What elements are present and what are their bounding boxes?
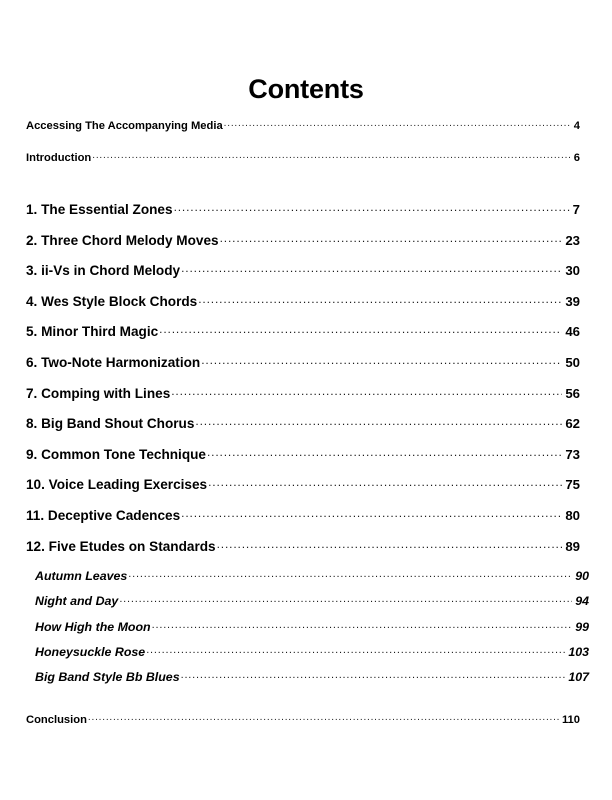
toc-entry-page-number: 50 (565, 354, 580, 370)
toc-entry-page-number: 73 (565, 446, 580, 462)
dot-leader (152, 618, 573, 630)
dot-leader (174, 200, 570, 214)
toc-entry-chapter-5[interactable] (26, 323, 580, 340)
toc-entry-label: Conclusion (26, 713, 87, 726)
toc-entry-page-number: 56 (565, 385, 580, 401)
toc-entry-label: 7. Comping with Lines (26, 385, 171, 401)
toc-entry-label: 1. The Essential Zones (26, 201, 173, 217)
dot-leader (88, 711, 559, 722)
toc-entry-page-number: 89 (565, 538, 580, 554)
toc-entry-chapter-9[interactable] (26, 445, 580, 462)
toc-entry-label: 11. Deceptive Cadences (26, 507, 181, 523)
toc-entry-conclusion[interactable] (26, 711, 580, 725)
dot-leader (181, 506, 562, 520)
toc-entry-page-number: 7 (572, 201, 580, 217)
table-of-contents (26, 118, 589, 744)
toc-entry-etude-honeysuckle-rose[interactable] (26, 644, 589, 659)
toc-entry-introduction[interactable] (26, 150, 580, 164)
toc-entry-page-number: 62 (565, 416, 580, 432)
page-title: Contents (248, 74, 364, 105)
toc-entry-label: Honeysuckle Rose (35, 645, 146, 660)
toc-entry-label: 9. Common Tone Technique (26, 446, 206, 462)
dot-leader (224, 118, 571, 129)
dot-leader (92, 150, 571, 161)
toc-entry-label: Introduction (26, 152, 92, 165)
toc-entry-page-number: 30 (565, 263, 580, 279)
toc-entry-chapter-12[interactable] (26, 537, 580, 554)
toc-section-front-matter (26, 118, 580, 164)
toc-entry-label: 10. Voice Leading Exercises (26, 477, 208, 493)
toc-entry-page-number: 39 (565, 293, 580, 309)
toc-entry-page-number: 110 (561, 713, 580, 726)
toc-entry-chapter-3[interactable] (26, 262, 580, 279)
toc-entry-page-number: 6 (573, 152, 580, 165)
toc-entry-label: 6. Two-Note Harmonization (26, 354, 201, 370)
toc-entry-label: How High the Moon (35, 619, 151, 634)
toc-entry-label: 2. Three Chord Melody Moves (26, 232, 219, 248)
dot-leader (198, 292, 562, 306)
dot-leader (119, 593, 572, 605)
toc-entry-etude-night-and-day[interactable] (26, 593, 589, 608)
toc-entry-chapter-8[interactable] (26, 415, 580, 432)
toc-entry-label: 5. Minor Third Magic (26, 324, 159, 340)
toc-entry-page-number: 99 (575, 619, 589, 634)
toc-entry-chapter-11[interactable] (26, 506, 580, 523)
toc-entry-page-number: 94 (575, 594, 589, 609)
dot-leader (181, 262, 562, 276)
toc-entry-chapter-7[interactable] (26, 384, 580, 401)
toc-entry-chapter-10[interactable] (26, 476, 580, 493)
toc-section-chapters (26, 200, 580, 553)
toc-entry-label: 12. Five Etudes on Standards (26, 538, 216, 554)
dot-leader (146, 644, 565, 656)
toc-entry-page-number: 107 (568, 670, 589, 685)
toc-entry-page-number: 75 (565, 477, 580, 493)
toc-entry-label: 8. Big Band Shout Chorus (26, 416, 195, 432)
toc-entry-page-number: 103 (568, 645, 589, 660)
toc-entry-page-number: 90 (575, 568, 589, 583)
toc-entry-chapter-6[interactable] (26, 353, 580, 370)
dot-leader (220, 231, 563, 245)
toc-entry-chapter-1[interactable] (26, 200, 580, 217)
toc-entry-page-number: 4 (573, 120, 580, 133)
dot-leader (217, 537, 563, 551)
dot-leader (181, 669, 566, 681)
toc-entry-label: Night and Day (35, 594, 119, 609)
toc-entry-page-number: 80 (565, 507, 580, 523)
dot-leader (195, 415, 562, 429)
toc-entry-etude-big-band-style-bb-blues[interactable] (26, 669, 589, 684)
dot-leader (159, 323, 562, 337)
toc-entry-label: Big Band Style Bb Blues (35, 670, 180, 685)
toc-section-back-matter (26, 711, 580, 725)
toc-entry-page-number: 46 (565, 324, 580, 340)
dot-leader (171, 384, 562, 398)
dot-leader (207, 445, 562, 459)
toc-entry-chapter-2[interactable] (26, 231, 580, 248)
toc-entry-label: 3. ii-Vs in Chord Melody (26, 263, 181, 279)
toc-entry-etude-how-high-the-moon[interactable] (26, 618, 589, 633)
toc-entry-etude-autumn-leaves[interactable] (26, 568, 589, 583)
dot-leader (128, 568, 572, 580)
toc-entry-chapter-4[interactable] (26, 292, 580, 309)
toc-entry-label: Autumn Leaves (35, 568, 128, 583)
toc-section-etudes (26, 568, 589, 685)
dot-leader (201, 353, 562, 367)
dot-leader (208, 476, 562, 490)
toc-entry-page-number: 23 (565, 232, 580, 248)
toc-entry-label: 4. Wes Style Block Chords (26, 293, 198, 309)
toc-entry-accessing-the-accompanying-media[interactable] (26, 118, 580, 132)
toc-entry-label: Accessing The Accompanying Media (26, 120, 223, 133)
